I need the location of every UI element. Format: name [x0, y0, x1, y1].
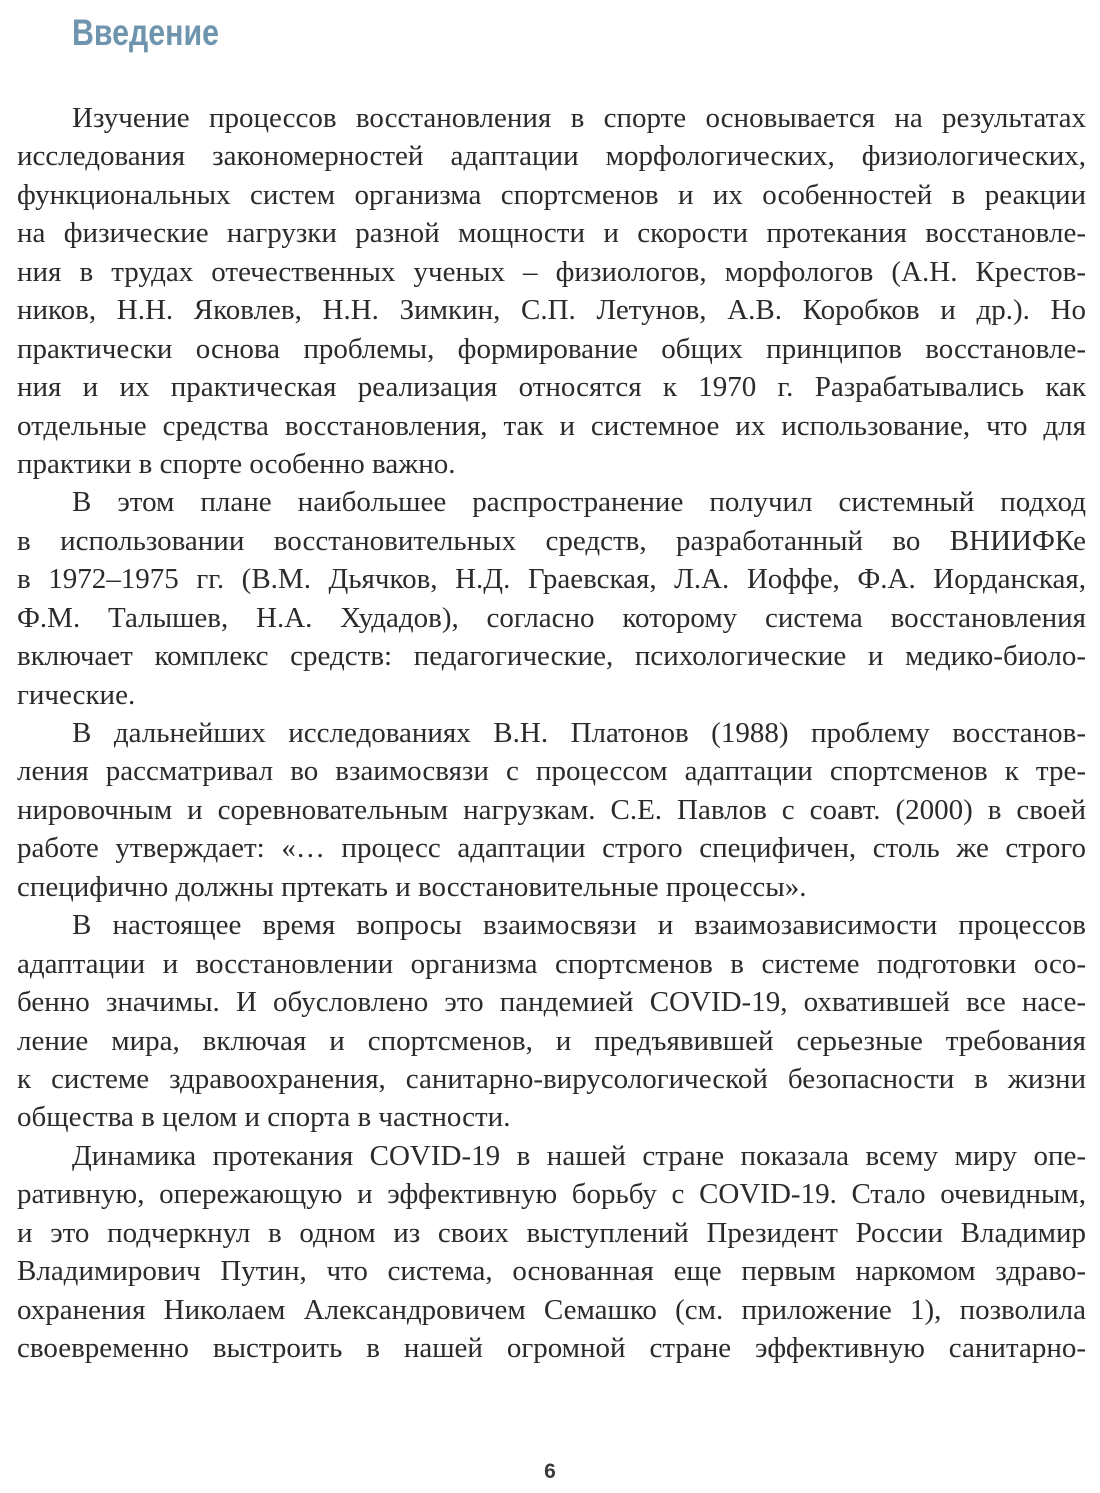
- text-line: ния в трудах отечественных ученых – физиологов, морфологов (А.Н. Крестов-: [17, 255, 1086, 288]
- text-line: Ф.М. Талышев, Н.А. Худадов), согласно которому система восстановления: [17, 601, 1086, 634]
- text-line: своевременно выстроить в нашей огромной стране эффективную санитарно-: [17, 1332, 1086, 1364]
- text-line: к системе здравоохранения, санитарно-вирусологической безопасности в жизни: [17, 1062, 1086, 1095]
- text-line: гические.: [17, 678, 136, 711]
- text-line: и это подчеркнул в одном из своих выступлений Президент России Владимир: [17, 1216, 1086, 1249]
- text-line: Динамика протекания COVID-19 в нашей стране показала всему миру опе-: [72, 1139, 1086, 1172]
- text-line: практики в спорте особенно важно.: [17, 447, 456, 480]
- text-line: Владимирович Путин, что система, основанная еще первым наркомом здраво-: [17, 1255, 1086, 1288]
- page-number: 6: [544, 1460, 556, 1483]
- text-line: Изучение процессов восстановления в спорте основывается на результатах: [72, 102, 1086, 134]
- text-line: бенно значимы. И обусловлено это пандемией COVID-19, охватившей все насе-: [17, 986, 1086, 1019]
- text-line: в использовании восстановительных средств, разработанный во ВНИИФКе: [17, 524, 1086, 557]
- text-line: практически основа проблемы, формирование общих принципов восстановле-: [17, 332, 1086, 365]
- text-line: общества в целом и спорта в частности.: [17, 1101, 511, 1134]
- text-line: на физические нагрузки разной мощности и скорости протекания восстановле-: [17, 217, 1086, 250]
- text-line: В этом плане наибольшее распространение получил системный подход: [72, 486, 1086, 519]
- body-text: [17, 99, 1086, 1367]
- text-line: ление мира, включая и спортсменов, и предъявившей серьезные требования: [17, 1024, 1086, 1057]
- text-line: работе утверждает: «… процесс адаптации строго специфичен, столь же строго: [17, 832, 1086, 865]
- text-line: отдельные средства восстановления, так и системное их использование, что для: [17, 409, 1086, 442]
- text-line: В дальнейших исследованиях В.Н. Платонов (1988) проблему восстанов-: [72, 717, 1086, 749]
- text-line: функциональных систем организма спортсменов и их особенностей в реакции: [17, 178, 1086, 211]
- text-line: нировочным и соревновательным нагрузкам. С.Е. Павлов с соавт. (2000) в своей: [17, 793, 1086, 826]
- page-title: Введение: [72, 12, 220, 53]
- text-line: охранения Николаем Александровичем Семашко (см. приложение 1), позволила: [17, 1293, 1086, 1326]
- text-line: ления рассматривал во взаимосвязи с процессом адаптации спортсменов к тре-: [17, 755, 1086, 788]
- text-line: ния и их практическая реализация относятся к 1970 г. Разрабатывались как: [17, 371, 1086, 404]
- text-line: в 1972–1975 гг. (В.М. Дьячков, Н.Д. Граевская, Л.А. Иоффе, Ф.А. Иорданская,: [17, 563, 1086, 596]
- text-line: включает комплекс средств: педагогические, психологические и медико-биоло-: [17, 640, 1086, 673]
- text-line: ративную, опережающую и эффективную борьбу с COVID-19. Стало очевидным,: [17, 1178, 1086, 1211]
- text-line: исследования закономерностей адаптации морфологических, физиологических,: [17, 140, 1086, 173]
- text-line: адаптации и восстановлении организма спортсменов в системе подготовки осо-: [17, 947, 1086, 980]
- text-line: ников, Н.Н. Яковлев, Н.Н. Зимкин, С.П. Летунов, А.В. Коробков и др.). Но: [17, 294, 1086, 327]
- text-line: В настоящее время вопросы взаимосвязи и взаимозависимости процессов: [72, 909, 1086, 942]
- text-line: специфично должны пртекать и восстановительные процессы».: [17, 870, 807, 903]
